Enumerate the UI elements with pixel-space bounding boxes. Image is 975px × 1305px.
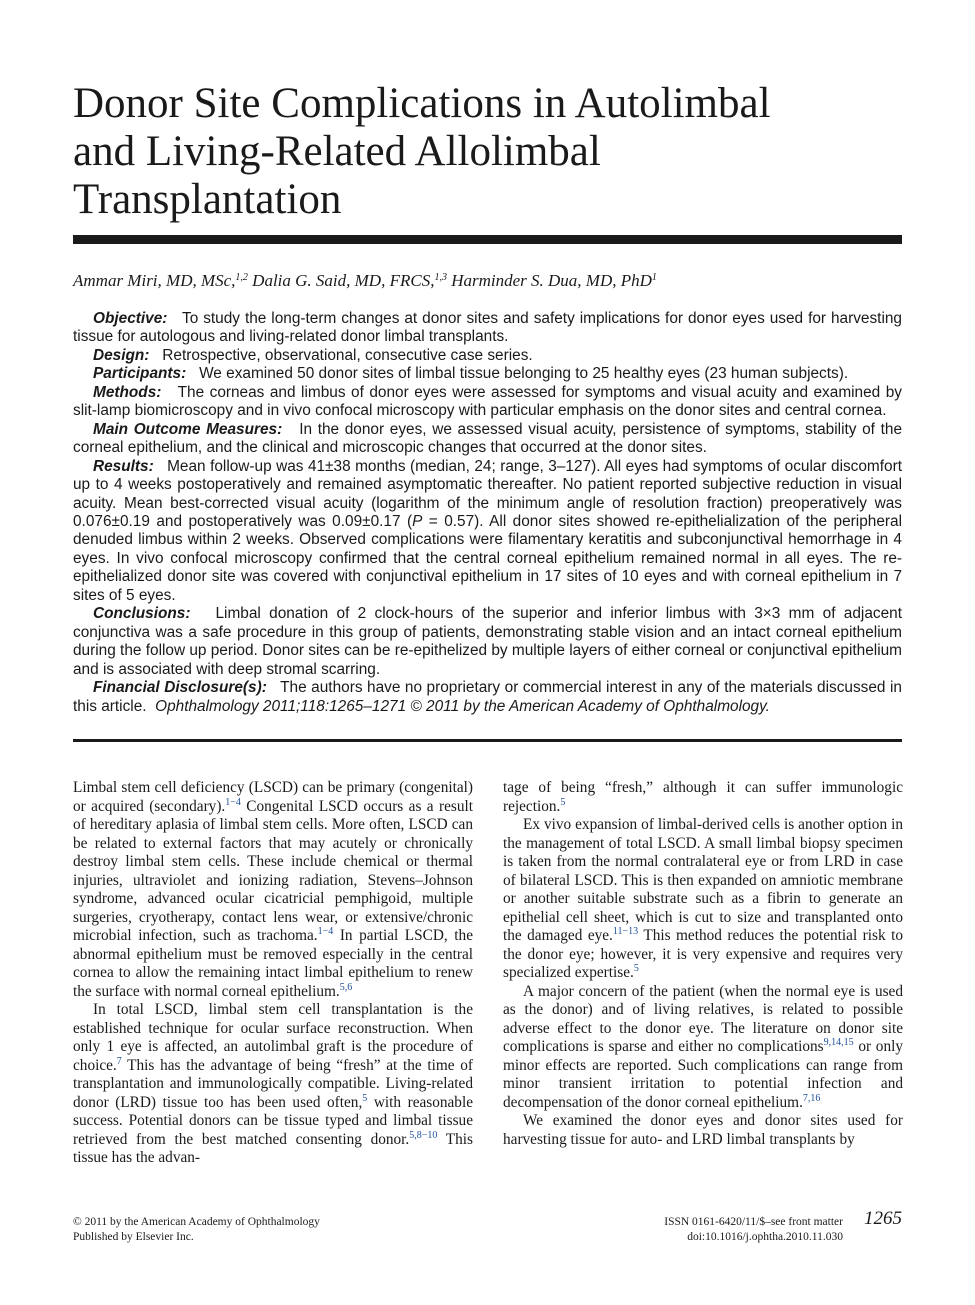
reference-link[interactable]: 9,14,15 bbox=[823, 1037, 854, 1048]
issn-line: ISSN 0161-6420/11/$–see front matter bbox=[664, 1216, 843, 1228]
author-name: Ammar Miri, MD, MSc, bbox=[73, 271, 236, 290]
body-paragraph bbox=[503, 816, 903, 983]
abstract-objective bbox=[73, 310, 902, 347]
abstract-conclusions bbox=[73, 605, 902, 679]
reference-link[interactable]: 5 bbox=[560, 796, 566, 808]
abstract-text: Mean follow-up was 41±38 months (median, 24; range, 3–127). All eyes had symptoms of ocular discomfort up to 4 weeks postoperatively and remained asymptomatic thereafter. No patient reported subjective reduction in visual acuity. Mean best-corrected visual acuity (logarithm of the minimum angle of resolution fraction) preoperatively was 0.076±0.19 and postoperatively was 0.09±0.17 ( bbox=[73, 457, 902, 530]
author-affiliation: 1,2 bbox=[235, 272, 248, 283]
abstract-label: Financial Disclosure(s): bbox=[93, 679, 267, 697]
abstract-label: Objective: bbox=[93, 310, 168, 327]
page-number: 1265 bbox=[864, 1208, 902, 1229]
body-text: or only minor effects are reported. Such complications can range from minor transient irritation to potential infection and decompensation of the donor corneal epithelium. bbox=[503, 1038, 903, 1111]
title-rule bbox=[73, 235, 902, 244]
reference-link[interactable]: 5 bbox=[362, 1092, 368, 1104]
body-text: We examined the donor eyes and donor sites used for harvesting tissue for auto- and LRD limbal transplants by bbox=[503, 1112, 903, 1148]
reference-link[interactable]: 1−4 bbox=[225, 796, 241, 808]
p-value-symbol: P bbox=[412, 512, 423, 530]
abstract-label: Results: bbox=[93, 457, 154, 475]
body-text: with reasonable success. Potential donors can be tissue typed and limbal tissue retrieved from the best matched consenting donor. bbox=[73, 1093, 473, 1148]
reference-link[interactable]: 7,16 bbox=[802, 1092, 821, 1104]
footer-left bbox=[73, 1215, 320, 1245]
author-name: Dalia G. Said, MD, FRCS, bbox=[252, 271, 435, 290]
reference-link[interactable]: 5,6 bbox=[339, 981, 353, 993]
title-line-3: Transplantation bbox=[73, 176, 342, 223]
author-affiliation: 1 bbox=[651, 272, 657, 283]
author-name: Harminder S. Dua, MD, PhD bbox=[451, 271, 652, 290]
abstract-disclosure bbox=[73, 679, 902, 716]
article-title bbox=[73, 80, 933, 224]
publisher-line: Published by Elsevier Inc. bbox=[73, 1231, 194, 1243]
journal-citation: Ophthalmology 2011;118:1265–1271 © 2011 by the American Academy of Ophthalmology. bbox=[155, 697, 770, 715]
abstract-text: We examined 50 donor sites of limbal tissue belonging to 25 healthy eyes (23 human subjects). bbox=[199, 365, 849, 383]
author-list bbox=[73, 266, 902, 293]
body-text: This method reduces the potential risk to the donor eye; however, it is very expensive and requires very specialized expertise. bbox=[503, 927, 903, 981]
abstract-rule bbox=[73, 739, 902, 742]
body-column-right bbox=[503, 779, 903, 1149]
abstract-design bbox=[73, 347, 902, 365]
abstract-text: = 0.57). All donor sites showed re-epithelialization of the peripheral denuded limbus within 2 weeks. Observed complications were filamentary keratitis and subconjunctival hemorrhage in 4 eyes. In vivo confocal microscopy confirmed that the central corneal epithelium remained normal in all eyes. The re-epithelialized donor site was covered with conjunctival epithelium in 17 sites of 10 eyes and with corneal epithelium in 7 sites of 5 eyes. bbox=[73, 512, 902, 604]
abstract-text: The authors have no proprietary or commercial interest in any of the materials discussed in this article. bbox=[73, 679, 902, 715]
abstract-text: The corneas and limbus of donor eyes were assessed for symptoms and visual acuity and examined by slit-lamp biomicroscopy and in vivo confocal microscopy with particular emphasis on the donor sites and central cornea. bbox=[73, 383, 902, 420]
abstract-label: Methods: bbox=[93, 383, 162, 401]
abstract-label: Design: bbox=[93, 346, 150, 364]
abstract-text: In the donor eyes, we assessed visual acuity, persistence of symptoms, stability of the corneal epithelium, and the clinical and microscopic changes that occurred at the donor sites. bbox=[73, 420, 903, 457]
abstract-label: Main Outcome Measures: bbox=[93, 420, 283, 438]
doi-link[interactable]: doi:10.1016/j.ophtha.2010.11.030 bbox=[687, 1231, 843, 1243]
body-text: Limbal stem cell deficiency (LSCD) can be primary (congenital) or acquired (secondary). bbox=[73, 779, 473, 815]
body-paragraph bbox=[73, 779, 473, 1001]
body-text: This has the advantage of being “fresh” at the time of transplantation and immunologically compatible. Living-related donor (LRD) tissue too has been used often, bbox=[73, 1056, 473, 1111]
author-affiliation: 1,3 bbox=[434, 272, 447, 283]
abstract-text: Retrospective, observational, consecutive case series. bbox=[162, 346, 533, 364]
body-paragraph bbox=[503, 1112, 903, 1149]
body-text: This tissue has the advan- bbox=[73, 1130, 473, 1166]
body-text: Congenital LSCD occurs as a result of hereditary aplasia of limbal stem cells. More often, LSCD can be related to external factors that may acutely or chronically destroy limbal stem cells. These include chemical or thermal injuries, ultraviolet and ionizing radiation, Stevens–Johnson syndrome, advanced ocular cicatricial pemphigoid, multiple surgeries, cryotherapy, contact lens wear, or extensive/chronic microbial infection, such as trachoma. bbox=[73, 797, 473, 944]
body-text: A major concern of the patient (when the normal eye is used as the donor) and of living relatives, is related to possible adverse effect to the donor eye. The literature on donor site complications is sparse and either no complications bbox=[503, 982, 903, 1055]
abstract-text: Limbal donation of 2 clock-hours of the superior and inferior limbus with 3×3 mm of adjacent conjunctiva was a safe procedure in this group of patients, demonstrating stable vision and an intact corneal epithelium during the follow up period. Donor sites can be re-epithelized by multiple layers of either corneal or conjunctival epithelium and is associated with deep stromal scarring. bbox=[73, 605, 902, 678]
reference-link[interactable]: 11−13 bbox=[612, 926, 639, 937]
copyright-line: © 2011 by the American Academy of Ophthalmology bbox=[73, 1216, 320, 1228]
body-column-left bbox=[73, 779, 473, 1168]
body-text: Ex vivo expansion of limbal-derived cells is another option in the management of total LSCD. A small limbal biopsy specimen is taken from the normal contralateral eye or from LRD in case of bilateral LSCD. This is then expanded on amniotic membrane or another suitable substrate such as a fibrin to generate an epithelial cell sheet, which is cut to size and transplanted onto the damaged eye. bbox=[503, 816, 903, 944]
footer-right bbox=[560, 1215, 843, 1245]
body-text: tage of being “fresh,” although it can suffer immunologic rejection. bbox=[503, 779, 903, 815]
abstract-text: To study the long-term changes at donor sites and safety implications for donor eyes used for harvesting tissue for autologous and living-related donor limbal transplants. bbox=[73, 310, 902, 346]
body-paragraph bbox=[503, 983, 903, 1113]
reference-link[interactable]: 5,8−10 bbox=[409, 1129, 438, 1141]
body-text: In partial LSCD, the abnormal epithelium must be removed especially in the central cornea to allow the remaining intact limbal epithelium to renew the surface with normal corneal epithelium. bbox=[73, 927, 473, 1000]
title-line-2: and Living-Related Allolimbal bbox=[73, 128, 601, 175]
abstract-label: Conclusions: bbox=[93, 605, 191, 623]
body-text: In total LSCD, limbal stem cell transplantation is the established technique for ocular surface reconstruction. When only 1 eye is affected, an autolimbal graft is the procedure of choice. bbox=[73, 1001, 473, 1074]
reference-link[interactable]: 7 bbox=[116, 1055, 122, 1067]
abstract bbox=[73, 310, 902, 716]
abstract-label: Participants: bbox=[93, 365, 187, 383]
reference-link[interactable]: 1−4 bbox=[317, 926, 334, 937]
title-line-1: Donor Site Complications in Autolimbal bbox=[73, 80, 771, 127]
body-paragraph bbox=[503, 779, 903, 816]
abstract-results bbox=[73, 458, 902, 606]
abstract-outcome bbox=[73, 421, 902, 458]
abstract-participants bbox=[73, 365, 902, 383]
reference-link[interactable]: 5 bbox=[633, 963, 639, 974]
abstract-methods bbox=[73, 384, 902, 421]
body-paragraph bbox=[73, 1001, 473, 1168]
